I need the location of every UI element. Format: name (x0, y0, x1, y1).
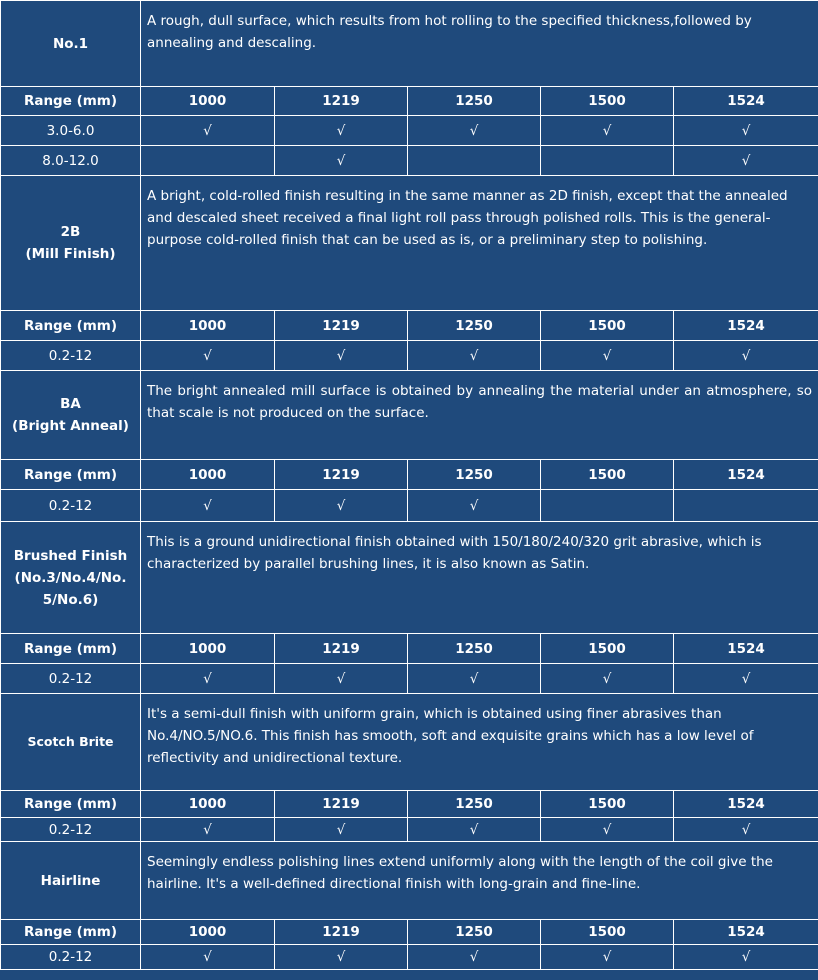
empty-cell (541, 146, 674, 176)
width-header-1250: 1250 (408, 791, 541, 818)
finish-description: Seemingly endless polishing lines extend uniformly along with the length of the coil give the hairline. It's a well-defined directional finish with long-grain and fine-line. (141, 842, 818, 920)
range-header-label: Range (mm) (1, 460, 141, 490)
finish-description: A rough, dull surface, which results from hot rolling to the specified thickness,followed by annealing and descaling. (141, 1, 818, 87)
check-mark-cell: √ (674, 146, 818, 176)
finish-name-line: Hairline (40, 872, 101, 889)
range-value: 0.2-12 (1, 341, 141, 371)
finish-name-line: Brushed Finish (13, 547, 128, 564)
width-header-1524: 1524 (674, 920, 818, 945)
check-mark-cell: √ (275, 341, 408, 371)
check-mark-cell: √ (275, 146, 408, 176)
finish-description: This is a ground unidirectional finish obtained with 150/180/240/320 grit abrasive, which is characterized by parallel brushing lines, it is also known as Satin. (141, 522, 818, 634)
check-mark-cell: √ (408, 945, 541, 970)
finish-description: The bright annealed mill surface is obtained by annealing the material under an atmosphere, so that scale is not produced on the surface. (141, 371, 818, 460)
check-mark-cell: √ (141, 664, 275, 694)
range-header-label: Range (mm) (1, 311, 141, 341)
range-header-row (1, 634, 818, 664)
empty-cell (541, 490, 674, 522)
finish-row-hairline (1, 842, 818, 920)
width-header-1524: 1524 (674, 791, 818, 818)
width-header-1000: 1000 (141, 791, 275, 818)
check-mark-cell: √ (141, 341, 275, 371)
finish-row-ba (1, 371, 818, 460)
finish-name-line: No.1 (52, 35, 89, 52)
check-mark-cell: √ (408, 818, 541, 842)
check-mark-cell: √ (541, 664, 674, 694)
range-value: 0.2-12 (1, 945, 141, 970)
range-header-row (1, 920, 818, 945)
range-header-row (1, 460, 818, 490)
check-mark-cell: √ (275, 664, 408, 694)
range-row (1, 664, 818, 694)
width-header-1219: 1219 (275, 920, 408, 945)
range-row (1, 945, 818, 970)
check-mark-cell: √ (674, 945, 818, 970)
range-row (1, 341, 818, 371)
check-mark-cell: √ (541, 341, 674, 371)
check-mark-cell: √ (141, 116, 275, 146)
width-header-1000: 1000 (141, 87, 275, 116)
finish-name (1, 842, 141, 920)
check-mark-cell: √ (141, 945, 275, 970)
check-mark-cell: √ (141, 490, 275, 522)
range-header-row (1, 87, 818, 116)
width-header-1500: 1500 (541, 460, 674, 490)
check-mark-cell: √ (275, 945, 408, 970)
width-header-1524: 1524 (674, 460, 818, 490)
check-mark-cell: √ (275, 490, 408, 522)
check-mark-cell: √ (141, 818, 275, 842)
finish-name-line: Scotch Brite (27, 734, 114, 749)
check-mark-cell: √ (408, 116, 541, 146)
finish-name-line: (Mill Finish) (25, 246, 116, 262)
width-header-1219: 1219 (275, 634, 408, 664)
check-mark-cell: √ (275, 116, 408, 146)
width-header-1524: 1524 (674, 87, 818, 116)
finish-row-2b (1, 176, 818, 311)
check-mark-cell: √ (674, 664, 818, 694)
finish-name-line: (No.3/No.4/No. (14, 569, 127, 586)
finish-name (1, 522, 141, 634)
width-header-1524: 1524 (674, 634, 818, 664)
width-header-1000: 1000 (141, 634, 275, 664)
finish-name (1, 176, 141, 311)
check-mark-cell: √ (541, 116, 674, 146)
width-header-1219: 1219 (275, 311, 408, 341)
width-header-1250: 1250 (408, 87, 541, 116)
finish-name-line: 5/No.6) (42, 591, 99, 608)
check-mark-cell: √ (541, 945, 674, 970)
width-header-1250: 1250 (408, 460, 541, 490)
check-mark-cell: √ (674, 341, 818, 371)
width-header-1219: 1219 (275, 791, 408, 818)
empty-cell (674, 490, 818, 522)
range-row (1, 490, 818, 522)
range-value: 8.0-12.0 (1, 146, 141, 176)
finish-name (1, 1, 141, 87)
width-header-1250: 1250 (408, 634, 541, 664)
check-mark-cell: √ (541, 818, 674, 842)
width-header-1500: 1500 (541, 791, 674, 818)
finish-name-line: BA (60, 396, 81, 412)
range-header-row (1, 311, 818, 341)
width-header-1500: 1500 (541, 634, 674, 664)
width-header-1000: 1000 (141, 311, 275, 341)
check-mark-cell: √ (275, 818, 408, 842)
range-header-label: Range (mm) (1, 87, 141, 116)
range-row (1, 116, 818, 146)
range-row (1, 818, 818, 842)
width-header-1500: 1500 (541, 87, 674, 116)
range-value: 0.2-12 (1, 818, 141, 842)
finish-description: It's a semi-dull finish with uniform grain, which is obtained using finer abrasives than No.4/NO.5/NO.6. This finish has smooth, soft and exquisite grains which has a low level of reflectivity and unidirectional texture. (141, 694, 818, 791)
range-header-label: Range (mm) (1, 634, 141, 664)
finish-name (1, 694, 141, 791)
width-header-1000: 1000 (141, 920, 275, 945)
check-mark-cell: √ (408, 490, 541, 522)
check-mark-cell: √ (674, 818, 818, 842)
finish-name-line: (Bright Anneal) (12, 418, 129, 434)
empty-cell (408, 146, 541, 176)
range-row (1, 146, 818, 176)
range-value: 3.0-6.0 (1, 116, 141, 146)
range-value: 0.2-12 (1, 664, 141, 694)
range-header-label: Range (mm) (1, 920, 141, 945)
finish-name-line: 2B (60, 224, 81, 240)
finish-description: A bright, cold-rolled finish resulting in the same manner as 2D finish, except that the annealed and descaled sheet received a final light roll pass through polished rolls. This is the general-purpose cold-rolled finish that can be used as is, or a preliminary step to polishing. (141, 176, 818, 311)
width-header-1219: 1219 (275, 460, 408, 490)
range-header-label: Range (mm) (1, 791, 141, 818)
finish-row-scotch-brite (1, 694, 818, 791)
empty-cell (141, 146, 275, 176)
check-mark-cell: √ (408, 664, 541, 694)
check-mark-cell: √ (674, 116, 818, 146)
width-header-1250: 1250 (408, 311, 541, 341)
width-header-1500: 1500 (541, 311, 674, 341)
range-value: 0.2-12 (1, 490, 141, 522)
width-header-1000: 1000 (141, 460, 275, 490)
finish-row-no1 (1, 1, 818, 87)
finish-row-brushed (1, 522, 818, 634)
finish-name (1, 371, 141, 460)
width-header-1500: 1500 (541, 920, 674, 945)
width-header-1250: 1250 (408, 920, 541, 945)
width-header-1219: 1219 (275, 87, 408, 116)
range-header-row (1, 791, 818, 818)
width-header-1524: 1524 (674, 311, 818, 341)
check-mark-cell: √ (408, 341, 541, 371)
